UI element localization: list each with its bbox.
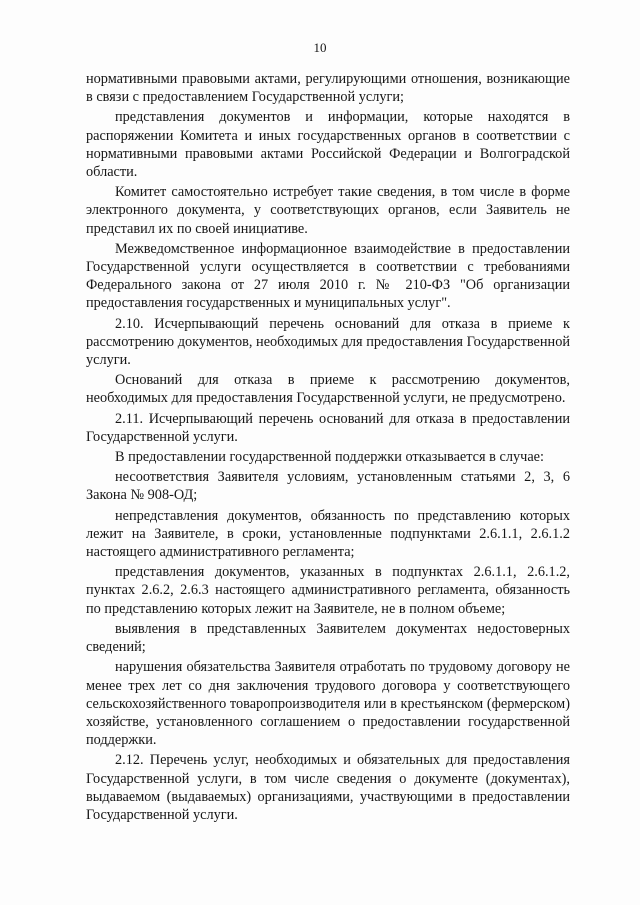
paragraph-interagency-interaction: Межведомственное информационное взаимодействие в предоставлении Государственной услуги осуществляется в соответствии с требованиями Федерального закона от 27 июля 2010 г. № 210-ФЗ "Об организации предоставления государственных и муниципальных услуг".	[86, 240, 570, 312]
list-item-nonsubmission: непредставления документов, обязанность по представлению которых лежит на Заявителе, в сроки, установленные подпунктами 2.6.1.1, 2.6.1.2 настоящего административного регламента;	[86, 507, 570, 561]
list-item-unreliable-info: выявления в представленных Заявителем документах недостоверных сведений;	[86, 620, 570, 656]
paragraph-refusal-intro: В предоставлении государственной поддержки отказывается в случае:	[115, 449, 544, 466]
paragraph-documents-in-committee: представления документов и информации, которые находятся в распоряжении Комитета и иных государственных органов в соответствии с нормативными правовыми актами Российской Федерации и Волгоградской области.	[86, 109, 570, 181]
paragraph-no-refusal-grounds: Оснований для отказа в приеме к рассмотрению документов, необходимых для предоставления Государственной услуги, не предусмотрено.	[86, 372, 570, 407]
paragraph-committee-requests: Комитет самостоятельно истребует такие сведения, в том числе в форме электронного документа, у соответствующих органов, если Заявитель не представил их по своей инициативе.	[86, 184, 570, 237]
list-item-incomplete-submission: представления документов, указанных в подпунктах 2.6.1.1, 2.6.1.2, пунктах 2.6.2, 2.6.3 настоящего административного регламента, обязанность по представлению которых лежит на Заявителе, не в полном объеме;	[86, 564, 570, 617]
document-body	[86, 70, 570, 826]
paragraph-legal-acts: нормативными правовыми актами, регулирующими отношения, возникающие в связи с предоставлением Государственной услуги;	[86, 71, 570, 106]
list-item-obligation-breach: нарушения обязательства Заявителя отработать по трудовому договору не менее трех лет со дня заключения трудового договора у соответствующего сельскохозяйственного товаропроизводителя или в крестьянском (фермерском) хозяйстве, установленного соглашением о предоставлении государственной поддержки.	[86, 659, 570, 749]
list-item-nonconformity: несоответствия Заявителя условиям, установленным статьями 2, 3, 6 Закона № 908-ОД;	[86, 469, 570, 504]
section-2-10-heading: 2.10. Исчерпывающий перечень оснований для отказа в приеме к рассмотрению документов, необходимых для предоставления Государственной услуги.	[86, 315, 570, 369]
section-2-11-heading: 2.11. Исчерпывающий перечень оснований для отказа в предоставлении Государственной услуги.	[86, 410, 570, 445]
section-2-12-heading: 2.12. Перечень услуг, необходимых и обязательных для предоставления Государственной услуги, в том числе сведения о документе (документах), выдаваемом (выдаваемых) организациями, участвующими в предоставлении Государственной услуги.	[86, 752, 570, 823]
page-number: 10	[313, 40, 327, 55]
